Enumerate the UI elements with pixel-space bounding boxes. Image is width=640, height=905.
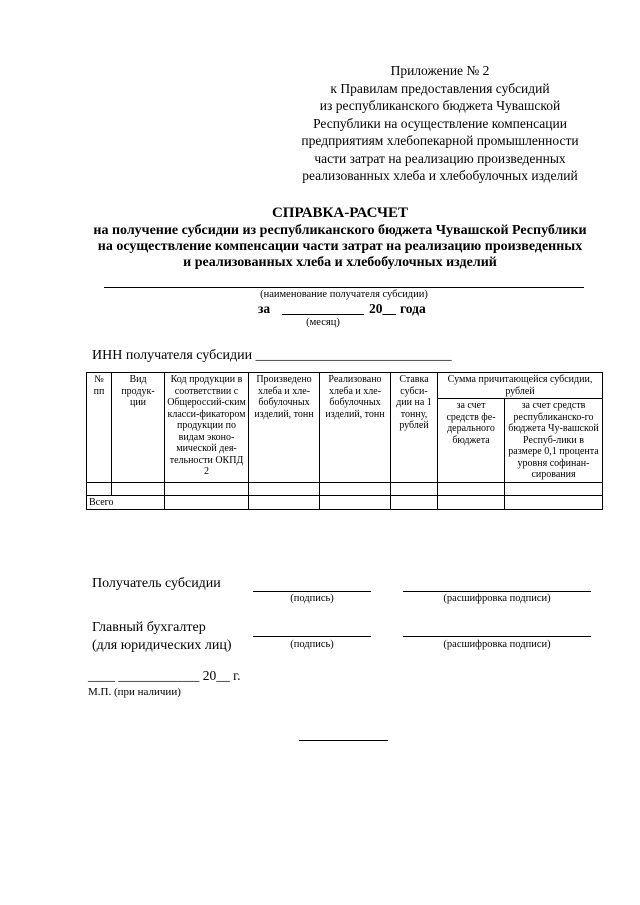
- title-line: на осуществление компенсации части затрат на реализацию произведенных: [97, 239, 583, 254]
- table-header-row: [87, 373, 603, 399]
- col-header-subsidy-sum: Сумма причитающейся субсидии, рублей: [438, 373, 603, 399]
- col-header-sold: Реализовано хлеба и хле-бобулочных изделий, тонн: [320, 373, 391, 483]
- title-main: СПРАВКА-РАСЧЕТ: [271, 205, 409, 221]
- recipient-decode-caption: (расшифровка подписи): [443, 593, 551, 604]
- period-month-field[interactable]: [282, 314, 364, 315]
- recipient-sign-caption: (подпись): [290, 593, 334, 604]
- table-cell[interactable]: [438, 495, 505, 510]
- inn-label: ИНН получателя субсидии: [92, 348, 253, 363]
- appendix-line: предприятиям хлебопекарной промышленности: [301, 133, 579, 148]
- recipient-caption: (наименование получателя субсидии): [260, 289, 428, 300]
- table-total-row: [87, 495, 603, 510]
- inn-row: [92, 348, 452, 364]
- title-line: на получение субсидии из республиканского бюджета Чувашской Республики: [93, 223, 587, 238]
- period-suffix: года: [400, 301, 426, 316]
- document-title: [60, 205, 620, 271]
- recipient-name-line[interactable]: [104, 287, 584, 288]
- col-header-product-code: Код продукции в соответствии с Общероссий-ским класси-фикатором продукции по видам эконо-мической дея-тельности ОКПД 2: [165, 373, 249, 483]
- col-header-federal: за счет средств фе-дерального бюджета: [438, 399, 505, 483]
- appendix-line: из республиканского бюджета Чувашской: [319, 98, 561, 113]
- accountant-decode-line[interactable]: [403, 636, 591, 637]
- accountant-label: Главный бухгалтер: [92, 620, 206, 635]
- recipient-signature-line[interactable]: [253, 591, 371, 592]
- table-cell[interactable]: [505, 482, 603, 495]
- col-header-republic: за счет средств республиканско-го бюджета Чу-вашской Респуб-лики в размере 0,1 процента уровня софинан-сирования: [505, 399, 603, 483]
- stamp-note: М.П. (при наличии): [88, 686, 181, 698]
- col-header-product-type: Вид продук-ции: [112, 373, 165, 483]
- total-label: Всего: [87, 495, 165, 510]
- appendix-header: [290, 62, 590, 185]
- appendix-line: реализованных хлеба и хлебобулочных изделий: [302, 168, 578, 183]
- period-year: 20__: [369, 301, 396, 316]
- table-cell[interactable]: [87, 482, 112, 495]
- calculation-table: [86, 372, 603, 510]
- table-cell[interactable]: [320, 495, 391, 510]
- title-line: и реализованных хлеба и хлебобулочных изделий: [183, 255, 497, 270]
- inn-field[interactable]: ____________________________: [255, 348, 452, 363]
- table-cell[interactable]: [165, 482, 249, 495]
- accountant-sublabel: (для юридических лиц): [92, 638, 232, 653]
- recipient-decode-line[interactable]: [403, 591, 591, 592]
- table-cell[interactable]: [505, 495, 603, 510]
- col-header-produced: Произведено хлеба и хле-бобулочных изделий, тонн: [249, 373, 320, 483]
- table-cell[interactable]: [249, 482, 320, 495]
- col-header-number: № пп: [87, 373, 112, 483]
- accountant-decode-caption: (расшифровка подписи): [443, 639, 551, 650]
- period-prefix: за: [258, 301, 271, 316]
- appendix-line: Приложение № 2: [390, 63, 490, 78]
- table-cell[interactable]: [112, 482, 165, 495]
- accountant-sign-caption: (подпись): [290, 639, 334, 650]
- table-row: [87, 482, 603, 495]
- table-cell[interactable]: [391, 495, 438, 510]
- accountant-signature-line[interactable]: [253, 636, 371, 637]
- closing-separator: [299, 740, 388, 741]
- table-cell[interactable]: [249, 495, 320, 510]
- recipient-signature-label: Получатель субсидии: [92, 576, 221, 591]
- month-caption: (месяц): [306, 317, 340, 328]
- table-cell[interactable]: [438, 482, 505, 495]
- appendix-line: Республики на осуществление компенсации: [313, 115, 567, 131]
- table-cell[interactable]: [391, 482, 438, 495]
- col-header-rate: Ставка субси-дии на 1 тонну, рублей: [391, 373, 438, 483]
- date-line[interactable]: ____ ____________ 20__ г.: [88, 668, 241, 683]
- appendix-line: части затрат на реализацию произведенных: [314, 150, 566, 166]
- table-cell[interactable]: [320, 482, 391, 495]
- appendix-line: к Правилам предоставления субсидий: [330, 80, 550, 96]
- table-cell[interactable]: [165, 495, 249, 510]
